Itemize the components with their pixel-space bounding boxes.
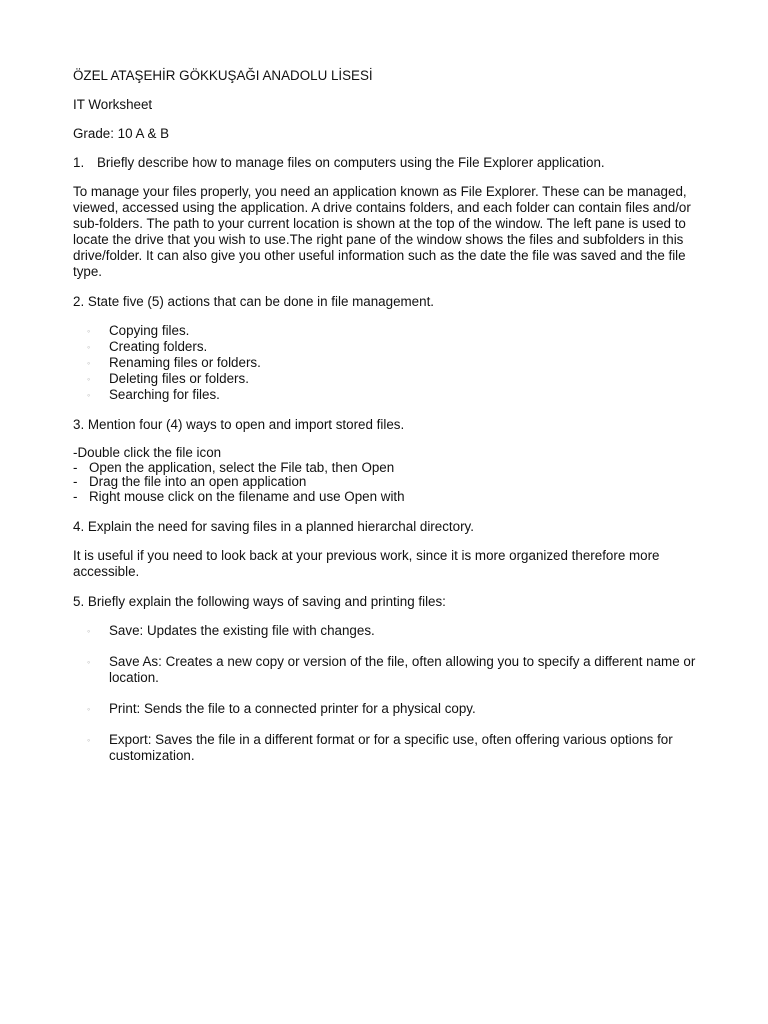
list-item: ◦ Print: Sends the file to a connected printer for a physical copy. (87, 701, 476, 716)
list-item: - Right mouse click on the filename and use Open with (73, 488, 405, 504)
list-item: - Open the application, select the File tab, then Open (73, 459, 395, 475)
answer-2-list (73, 323, 703, 403)
list-item: ◦ Copying files. (87, 323, 190, 338)
bullet-icon: ◦ (87, 704, 91, 714)
answer-3-list (73, 461, 703, 505)
list-item: ◦ Export: Saves the file in a different format or for a specific use, often offering various options for customization. (87, 732, 673, 763)
bullet-icon: ◦ (87, 657, 91, 667)
list-item: ◦ Save: Updates the existing file with changes. (87, 623, 375, 638)
question-1 (73, 155, 703, 171)
question-5: 5. Briefly explain the following ways of saving and printing files: (73, 594, 446, 609)
question-1-text: Briefly describe how to manage files on computers using the File Explorer application. (97, 155, 605, 170)
list-item: ◦ Deleting files or folders. (87, 371, 249, 386)
bullet-icon: ◦ (87, 626, 91, 636)
worksheet-page (73, 68, 703, 779)
bullet-icon: ◦ (87, 342, 91, 352)
bullet-icon: ◦ (87, 374, 91, 384)
list-item: ◦ Searching for files. (87, 387, 220, 402)
answer-4: It is useful if you need to look back at your previous work, since it is more organized therefore more accessible. (73, 548, 660, 579)
bullet-icon: ◦ (87, 390, 91, 400)
bullet-icon: ◦ (87, 735, 91, 745)
list-item: ◦ Creating folders. (87, 339, 208, 354)
answer-3-first-line: -Double click the file icon (73, 445, 222, 460)
school-name: ÖZEL ATAŞEHİR GÖKKUŞAĞI ANADOLU LİSESİ (73, 68, 373, 83)
worksheet-title: IT Worksheet (73, 97, 153, 112)
question-4: 4. Explain the need for saving files in a planned hierarchal directory. (73, 519, 474, 534)
list-item: - Drag the file into an open application (73, 474, 307, 489)
list-item: ◦ Renaming files or folders. (87, 355, 261, 370)
answer-5-list (73, 623, 703, 764)
question-3: 3. Mention four (4) ways to open and import stored files. (73, 417, 405, 432)
grade-line: Grade: 10 A & B (73, 126, 170, 141)
question-2: 2. State five (5) actions that can be done in file management. (73, 294, 435, 309)
bullet-icon: ◦ (87, 326, 91, 336)
bullet-icon: ◦ (87, 358, 91, 368)
answer-1: To manage your files properly, you need an application known as File Explorer. These can be managed, viewed, accessed using the application. A drive contains folders, and each folder can contain files and/or sub-folders. The path to your current location is shown at the top of the window. The left pane is used to locate the drive that you wish to use.The right pane of the window shows the files and subfolders in this drive/folder. It can also give you other useful information such as the date the file was saved and the file type. (73, 184, 691, 279)
dash-icon: - (73, 474, 78, 489)
list-item: ◦ Save As: Creates a new copy or version of the file, often allowing you to specify a different name or location. (87, 654, 696, 685)
question-1-number: 1. (73, 155, 85, 170)
dash-icon: - (73, 459, 78, 475)
dash-icon: - (73, 488, 78, 504)
